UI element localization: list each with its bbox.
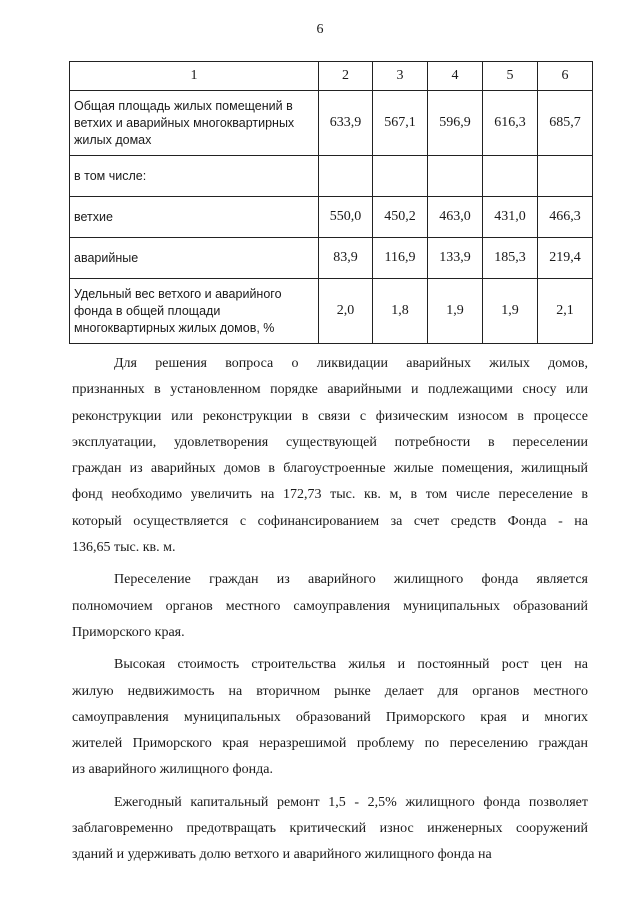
text-line: который осуществляется с софинансированием за счет средств Фонда - на (72, 513, 588, 529)
table-header-cell: 4 (428, 62, 483, 91)
table-cell: 463,0 (428, 197, 483, 238)
table-cell: 1,8 (373, 279, 428, 344)
table-row-total-area (70, 91, 593, 156)
row-label: ветхие (70, 197, 319, 238)
body-text (72, 351, 588, 875)
table-cell: 450,2 (373, 197, 428, 238)
text-line: зданий и удерживать долю ветхого и аварийного жилищного фонда на (72, 847, 492, 863)
text-line: фонд необходимо увеличить на 172,73 тыс. кв. м, в том числе переселение в (72, 487, 588, 503)
text-line: Переселение граждан из аварийного жилищного фонда является (114, 572, 588, 588)
text-line: Ежегодный капитальный ремонт 1,5 - 2,5% жилищного фонда позволяет (114, 794, 588, 810)
table-cell: 431,0 (483, 197, 538, 238)
housing-stock-table (69, 61, 593, 344)
text-line: жилую недвижимость на вторичном рынке делает для органов местного (72, 683, 588, 699)
table-cell: 83,9 (319, 238, 373, 279)
row-label: Общая площадь жилых помещений в ветхих и аварийных многоквартирных жилых домах (70, 91, 319, 156)
text-line: заблаговременно предотвращать критический износ инженерных сооружений (72, 821, 588, 837)
table-cell (373, 156, 428, 197)
text-line: Для решения вопроса о ликвидации аварийных жилых домов, (114, 356, 588, 371)
table-row-emergency (70, 238, 593, 279)
table-header-cell: 2 (319, 62, 373, 91)
table-cell (319, 156, 373, 197)
row-label: в том числе: (70, 156, 319, 197)
table-header-cell: 6 (538, 62, 593, 91)
text-line: полномочием органов местного самоуправления муниципальных образований (72, 598, 588, 614)
table-cell: 567,1 (373, 91, 428, 156)
table-row-including (70, 156, 593, 197)
table-cell: 616,3 (483, 91, 538, 156)
table-cell: 2,0 (319, 279, 373, 344)
row-label: Удельный вес ветхого и аварийного фонда в общей площади многоквартирных жилых домов, % (70, 279, 319, 344)
table-cell: 1,9 (483, 279, 538, 344)
table-row-dilapidated (70, 197, 593, 238)
row-label: аварийные (70, 238, 319, 279)
table-header-cell: 3 (373, 62, 428, 91)
text-line: признанных в установленном порядке аварийными и подлежащими сносу или (72, 382, 588, 398)
table-cell: 2,1 (538, 279, 593, 344)
table-header-row (70, 62, 593, 91)
table-cell: 596,9 (428, 91, 483, 156)
table-cell: 685,7 (538, 91, 593, 156)
table-row-share (70, 279, 593, 344)
text-line: эксплуатации, удовлетворения существующей потребности в переселении (72, 434, 588, 450)
table-header-cell: 5 (483, 62, 538, 91)
table-cell (538, 156, 593, 197)
text-line: жителей Приморского края неразрешимой проблему по переселению граждан (72, 736, 588, 752)
text-line: 136,65 тыс. кв. м. (72, 540, 176, 556)
table-cell (428, 156, 483, 197)
text-line: самоуправления муниципальных образований Приморского края и многих (72, 709, 588, 725)
page-number: 6 (316, 22, 324, 37)
text-line: граждан из аварийных домов в благоустроенные жилые помещения, жилищный (72, 461, 588, 477)
table-cell: 219,4 (538, 238, 593, 279)
paragraph (72, 351, 588, 561)
table-cell: 633,9 (319, 91, 373, 156)
text-line: из аварийного жилищного фонда. (72, 762, 273, 778)
text-line: реконструкции или реконструкции в связи с физическим износом в процессе (72, 408, 588, 424)
table-header-cell: 1 (70, 62, 319, 91)
table-cell: 466,3 (538, 197, 593, 238)
table-cell: 133,9 (428, 238, 483, 279)
table-cell: 185,3 (483, 238, 538, 279)
paragraph (72, 790, 588, 869)
table-cell: 116,9 (373, 238, 428, 279)
table-cell: 1,9 (428, 279, 483, 344)
table-cell (483, 156, 538, 197)
paragraph (72, 567, 588, 646)
text-line: Приморского края. (72, 624, 185, 640)
paragraph (72, 652, 588, 783)
text-line: Высокая стоимость строительства жилья и постоянный рост цен на (114, 657, 588, 673)
table-cell: 550,0 (319, 197, 373, 238)
